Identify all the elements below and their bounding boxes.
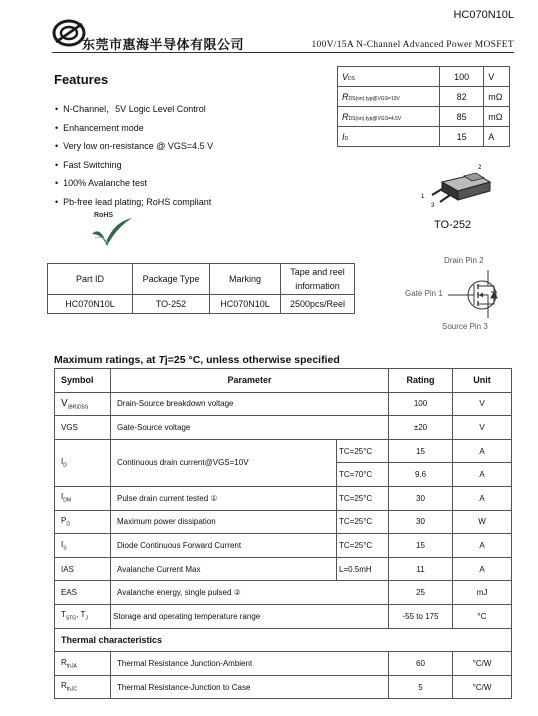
spec-subscript: DS(on),typ@VGS=4.5V [348, 115, 402, 122]
column-header: Package Type [133, 264, 210, 295]
spec-value: 15 [439, 127, 483, 147]
column-header: Marking [210, 264, 281, 295]
part-number: HC070N10L [453, 9, 514, 21]
spec-unit: V [484, 67, 510, 87]
rating-parameter: Avalanche Current Max [111, 557, 337, 581]
product-subtitle: 100V/15A N-Channel Advanced Power MOSFET [311, 40, 514, 50]
rating-value: 100 [389, 392, 453, 416]
rating-value: 15 [389, 439, 453, 463]
rating-parameter: Pulse drain current tested ① [111, 486, 337, 510]
rating-symbol: T [61, 610, 66, 620]
rating-value: 15 [389, 534, 453, 558]
rating-value: 30 [389, 486, 453, 510]
table-row [55, 416, 512, 440]
rating-unit: °C/W [453, 675, 512, 699]
table-row [55, 557, 512, 581]
rating-symbol: I [61, 457, 64, 467]
spec-subscript: DS [348, 75, 355, 82]
spec-symbol: R [342, 111, 349, 122]
rating-value: -55 to 175 [389, 604, 453, 628]
rating-unit: W [453, 510, 512, 534]
spec-unit: A [484, 127, 510, 147]
thermal-section-title: Thermal characteristics [55, 628, 512, 652]
table-cell: HC070N10L [210, 295, 281, 314]
rating-unit: V [453, 416, 512, 440]
rating-subscript: (BR)DSS [67, 404, 89, 411]
rating-unit: A [453, 439, 512, 463]
spec-value: 85 [439, 107, 483, 127]
spec-symbol: I [342, 131, 345, 142]
rating-symbol: IAS [55, 557, 111, 581]
spec-unit: mΩ [484, 107, 510, 127]
rating-subscript: DM [63, 498, 72, 505]
feature-item: • N-Channel，5V Logic Level Control [55, 100, 213, 119]
table-row [338, 87, 510, 107]
header-rule [52, 52, 514, 53]
rating-parameter: Maximum power dissipation [111, 510, 337, 534]
table-cell: 2500pcs/Reel [281, 295, 355, 314]
mosfet-symbol-icon [448, 270, 508, 318]
spec-subscript: DS(on),typ@VGS=10V [348, 95, 400, 102]
table-row [55, 534, 512, 558]
ordering-info-table [47, 263, 355, 314]
rating-value: 5 [389, 675, 453, 699]
rating-condition: TC=70°C [337, 463, 389, 487]
max-ratings-title-t: T [158, 354, 165, 366]
spec-subscript: D [344, 135, 349, 142]
key-specs-table [337, 66, 510, 147]
feature-item: • 100% Avalanche test [55, 174, 213, 193]
table-row [48, 295, 355, 314]
rating-unit: °C [453, 604, 512, 628]
column-header: Part ID [48, 264, 133, 295]
max-ratings-table [54, 368, 512, 699]
rating-symbol: VGS [55, 416, 111, 440]
table-row [55, 675, 512, 699]
spec-value: 82 [439, 87, 483, 107]
rating-unit: mJ [453, 581, 512, 605]
rating-subscript: J [85, 616, 88, 623]
spec-symbol: R [342, 91, 349, 102]
spec-symbol: V [342, 71, 349, 82]
table-row [55, 392, 512, 416]
gate-pin-label: Gate Pin 1 [405, 289, 443, 298]
rating-subscript: S [63, 545, 67, 552]
rating-parameter: Thermal Resistance-Junction to Case [111, 675, 389, 699]
spec-value: 100 [439, 67, 483, 87]
to252-package-icon [418, 160, 498, 216]
rating-unit: A [453, 463, 512, 487]
rating-unit: A [453, 486, 512, 510]
rating-condition: L=0.5mH [337, 557, 389, 581]
table-header-row [48, 264, 355, 295]
features-title: Features [54, 72, 109, 87]
package-pin-label: 3 [431, 203, 435, 209]
table-row [55, 486, 512, 510]
rating-symbol: R [61, 681, 67, 691]
rating-unit: °C/W [453, 652, 512, 676]
column-header: Unit [453, 369, 512, 393]
rating-subscript: thJC [66, 686, 78, 693]
rating-parameter: Drain-Source breakdown voltage [111, 392, 389, 416]
max-ratings-title-prefix: Maximum ratings, at [54, 354, 159, 366]
rating-symbol: V [61, 397, 68, 409]
table-row [55, 439, 512, 463]
rating-unit: A [453, 534, 512, 558]
table-row [55, 581, 512, 605]
package-pin-label: 2 [478, 165, 482, 171]
company-logo-icon [52, 18, 86, 48]
rating-value: 30 [389, 510, 453, 534]
column-header: Tape and reel information [281, 264, 355, 295]
rating-subscript: STG [65, 616, 77, 623]
table-row [338, 107, 510, 127]
max-ratings-title-suffix: j=25 °C, unless otherwise specified [164, 354, 340, 366]
rating-value: 11 [389, 557, 453, 581]
rating-value: ±20 [389, 416, 453, 440]
rating-parameter: Diode Continuous Forward Current [111, 534, 337, 558]
package-pin-label: 1 [421, 194, 425, 200]
rating-symbol: , T [76, 610, 86, 620]
column-header: Symbol [55, 369, 111, 393]
rating-symbol: R [61, 657, 67, 667]
feature-item: • Fast Switching [55, 156, 213, 175]
rating-condition: TC=25°C [337, 486, 389, 510]
rating-value: 9.6 [389, 463, 453, 487]
rating-parameter: Continuous drain current@VGS=10V [111, 439, 337, 486]
features-list [55, 100, 213, 211]
rating-subscript: thJA [66, 663, 77, 670]
company-name: 东莞市惠海半导体有限公司 [82, 37, 245, 52]
rating-parameter: Thermal Resistance Junction-Ambient [111, 652, 389, 676]
table-row [55, 604, 512, 628]
rating-symbol: EAS [55, 581, 111, 605]
max-ratings-title [54, 354, 340, 366]
feature-item: • Very low on-resistance @ VGS=4.5 V [55, 137, 213, 156]
rating-symbol: I [61, 539, 64, 549]
rating-unit: A [453, 557, 512, 581]
rating-symbol: P [61, 516, 67, 526]
rating-parameter: Gate-Source voltage [111, 416, 389, 440]
table-header-row [55, 369, 512, 393]
package-label: TO-252 [434, 219, 472, 231]
column-header: Rating [389, 369, 453, 393]
table-row [55, 628, 512, 652]
rating-parameter: Storage and operating temperature range [111, 604, 389, 628]
rating-condition: TC=25°C [337, 534, 389, 558]
rating-subscript: D [63, 462, 67, 469]
rating-subscript: D [66, 521, 70, 528]
spec-unit: mΩ [484, 87, 510, 107]
rohs-label: RoHS [94, 212, 114, 219]
rating-value: 60 [389, 652, 453, 676]
rating-unit: V [453, 392, 512, 416]
table-cell: HC070N10L [48, 295, 133, 314]
drain-pin-label: Drain Pin 2 [444, 256, 484, 265]
rating-condition: TC=25°C [337, 439, 389, 463]
table-cell: TO-252 [133, 295, 210, 314]
rating-value: 25 [389, 581, 453, 605]
table-row [338, 67, 510, 87]
rating-parameter: Avalanche energy, single pulsed ② [111, 581, 389, 605]
feature-item: • Enhancement mode [55, 119, 213, 138]
rating-condition: TC=25°C [337, 510, 389, 534]
source-pin-label: Source Pin 3 [442, 322, 488, 331]
column-header: Parameter [111, 369, 389, 393]
table-row [338, 127, 510, 147]
rohs-badge [90, 212, 134, 246]
table-row [55, 510, 512, 534]
rating-symbol: I [61, 492, 64, 502]
table-row [55, 652, 512, 676]
feature-item: • Pb-free lead plating; RoHS compliant [55, 193, 213, 212]
